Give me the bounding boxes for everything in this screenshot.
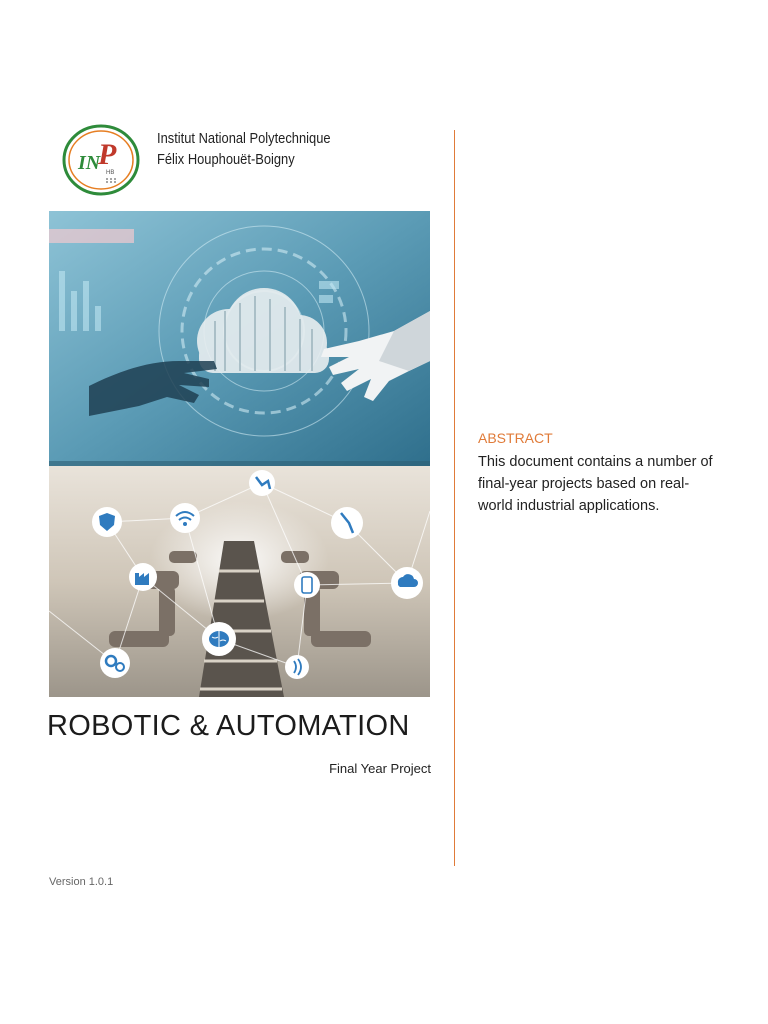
wifi-icon — [170, 503, 200, 533]
brain-icon — [202, 622, 236, 656]
cover-bottom-panel — [49, 466, 430, 697]
smartphone-icon — [294, 572, 320, 598]
gears-icon — [100, 648, 130, 678]
cover-top-panel — [49, 211, 430, 466]
factory-icon — [129, 563, 157, 591]
document-title: ROBOTIC & AUTOMATION — [47, 710, 410, 742]
svg-text:P: P — [98, 138, 117, 171]
abstract-body: This document contains a number of final-year projects based on real-world industrial applications. — [478, 454, 713, 514]
signal-icon — [285, 655, 309, 679]
institution-name-line2: Félix Houphouët-Boigny — [157, 151, 295, 168]
cover-image — [49, 211, 430, 697]
institution-logo — [62, 124, 140, 196]
document-subtitle: Final Year Project — [329, 761, 431, 776]
robot-arm-icon — [249, 470, 275, 496]
abstract-heading: ABSTRACT — [478, 430, 553, 446]
cloud-upload-icon — [391, 567, 423, 599]
shield-icon — [92, 507, 122, 537]
welding-arm-icon — [331, 507, 363, 539]
vertical-divider — [454, 130, 455, 866]
logo-caption: HB — [106, 170, 115, 176]
institution-name — [157, 128, 331, 170]
institution-name-line1: Institut National Polytechnique — [157, 130, 331, 147]
version-label: Version 1.0.1 — [49, 876, 114, 888]
svg-text:IN: IN — [78, 152, 101, 174]
